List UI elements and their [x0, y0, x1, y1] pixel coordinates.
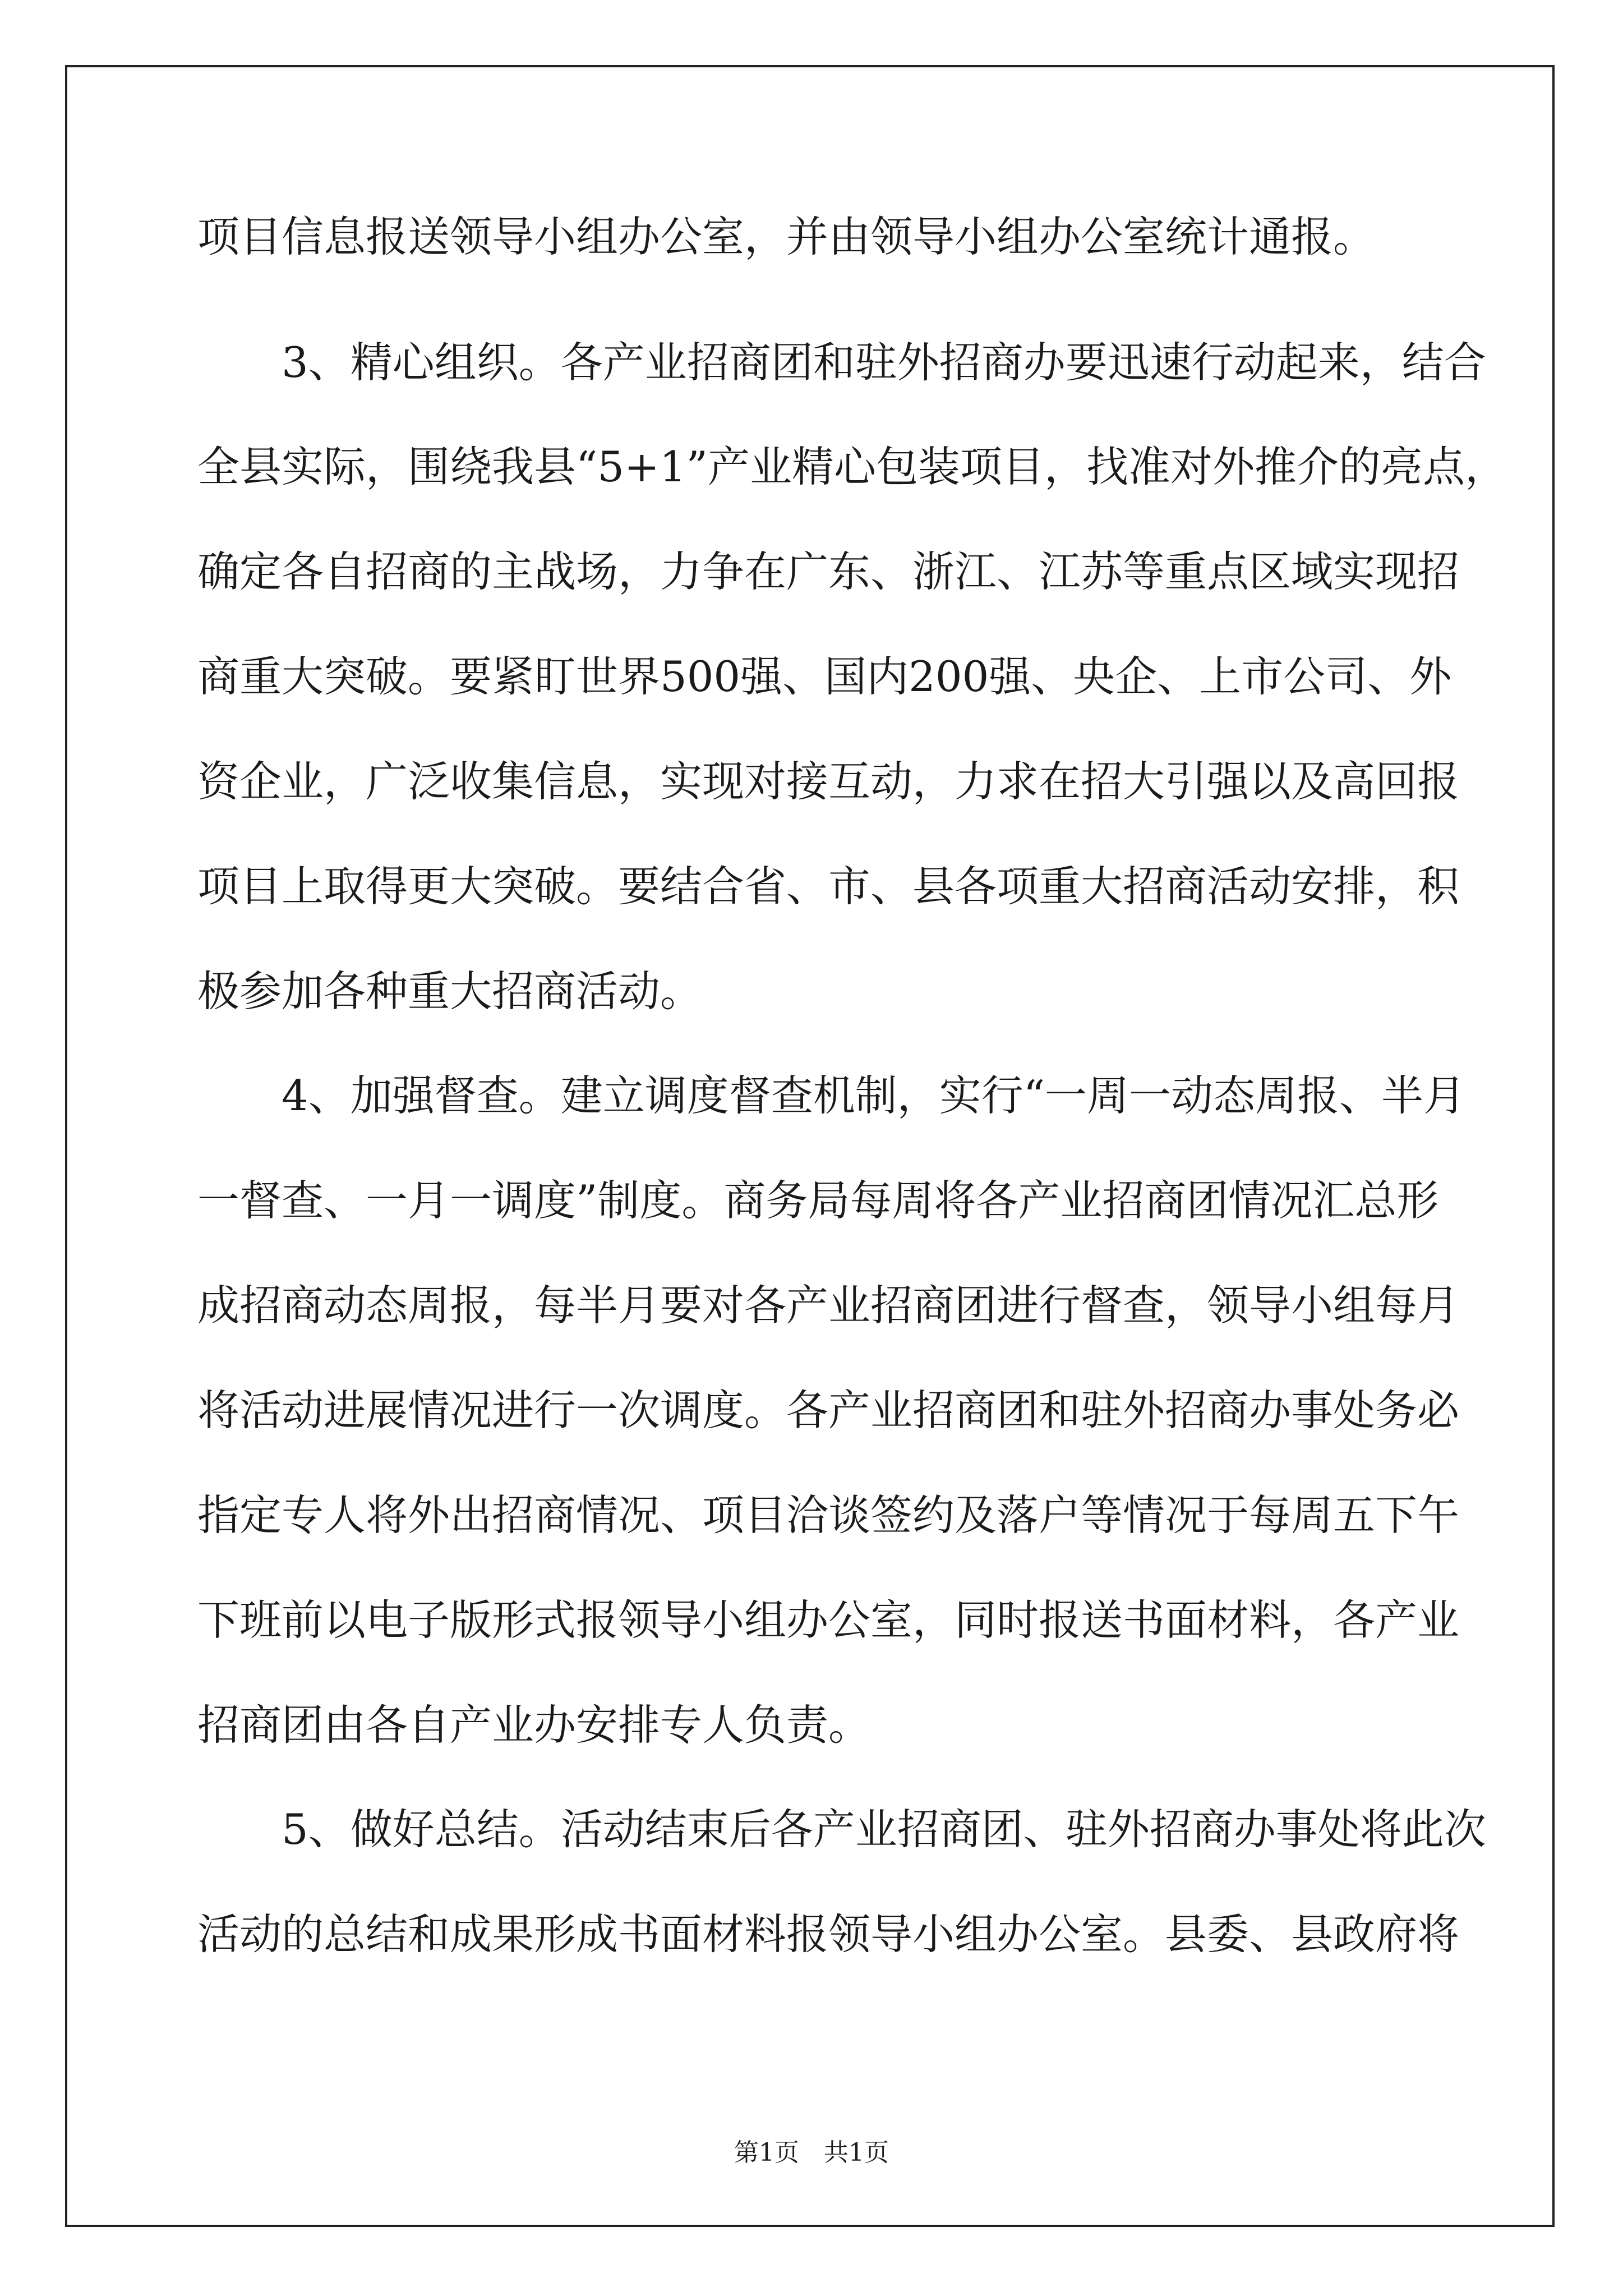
body-line: 资企业，广泛收集信息，实现对接互动，力求在招大引强以及高回报: [197, 757, 1460, 806]
body-line: 商重大突破。要紧盯世界500强、国内200强、央企、上市公司、外: [197, 652, 1452, 701]
body-line: 极参加各种重大招商活动。: [197, 967, 703, 1016]
body-line: 4、加强督查。建立调度督查机制，实行“一周一动态周报、半月: [197, 1071, 1466, 1120]
body-line: 一督查、一月一调度”制度。商务局每周将各产业招商团情况汇总形: [197, 1176, 1439, 1225]
body-line: 全县实际，围绕我县“5+1”产业精心包装项目，找准对外推介的亮点，: [197, 442, 1507, 491]
body-line: 招商团由各自产业办安排专人负责。: [197, 1700, 871, 1750]
body-line: 下班前以电子版形式报领导小组办公室，同时报送书面材料，各产业: [197, 1595, 1460, 1645]
body-line: 将活动进展情况进行一次调度。各产业招商团和驻外招商办事处务必: [197, 1386, 1460, 1435]
body-line: 5、做好总结。活动结束后各产业招商团、驻外招商办事处将此次: [197, 1805, 1486, 1854]
body-line: 确定各自招商的主战场，力争在广东、浙江、江苏等重点区域实现招: [197, 547, 1460, 596]
body-line: 指定专人将外出招商情况、项目洽谈签约及落户等情况于每周五下午: [197, 1490, 1460, 1540]
body-line: 项目信息报送领导小组办公室，并由领导小组办公室统计通报。: [197, 212, 1376, 261]
body-line: 项目上取得更大突破。要结合省、市、县各项重大招商活动安排，积: [197, 862, 1460, 911]
body-line: 活动的总结和成果形成书面材料报领导小组办公室。县委、县政府将: [197, 1910, 1460, 1959]
page-footer: 第1页 共1页: [734, 2138, 889, 2167]
body-line: 成招商动态周报，每半月要对各产业招商团进行督查，领导小组每月: [197, 1281, 1460, 1330]
body-line: 3、精心组织。各产业招商团和驻外招商办要迅速行动起来，结合: [197, 338, 1486, 387]
